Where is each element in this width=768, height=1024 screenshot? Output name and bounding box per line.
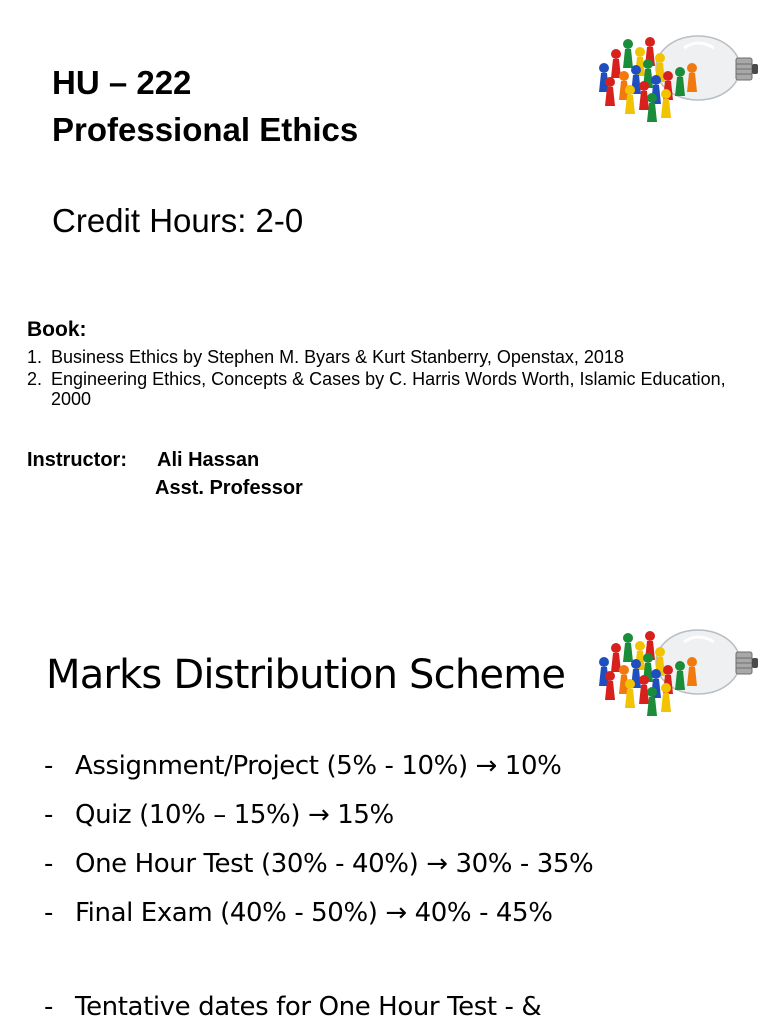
list-item-text: Tentative dates for One Hour Test - & bbox=[75, 992, 542, 1022]
list-item bbox=[44, 742, 593, 791]
credit-hours: Credit Hours: 2-0 bbox=[52, 202, 304, 239]
book-item-text: Business Ethics by Stephen M. Byars & Kurt Stanberry, Openstax, 2018 bbox=[51, 347, 624, 367]
list-item-text: One Hour Test (30% - 40%) → 30% - 35% bbox=[75, 849, 594, 879]
slide-title: Marks Distribution Scheme bbox=[46, 652, 566, 698]
list-item bbox=[44, 840, 593, 889]
book-item-text: Engineering Ethics, Concepts & Cases by C. Harris Words Worth, Islamic Education, 2000 bbox=[51, 369, 726, 409]
list-item bbox=[44, 983, 593, 1024]
bullet-dash: - bbox=[44, 751, 53, 781]
marks-list bbox=[44, 742, 593, 1024]
pawns-and-lightbulb-icon bbox=[588, 18, 768, 128]
instructor-label: Instructor: bbox=[27, 449, 127, 471]
book-item-number: 1. bbox=[27, 347, 43, 367]
list-item-text: Quiz (10% – 15%) → 15% bbox=[75, 800, 394, 830]
pawns-and-lightbulb-icon bbox=[588, 612, 768, 722]
book-heading: Book: bbox=[27, 318, 87, 341]
bullet-dash: - bbox=[44, 800, 53, 830]
bullet-dash: - bbox=[44, 992, 53, 1022]
bullet-dash: - bbox=[44, 898, 53, 928]
list-item bbox=[44, 889, 593, 938]
list-item-text: Final Exam (40% - 50%) → 40% - 45% bbox=[75, 898, 553, 928]
book-list bbox=[27, 347, 757, 411]
marks-distribution-slide bbox=[0, 512, 768, 1024]
course-code: HU – 222 bbox=[52, 64, 192, 101]
list-item-text: Assignment/Project (5% - 10%) → 10% bbox=[75, 751, 562, 781]
bullet-dash: - bbox=[44, 849, 53, 879]
book-item bbox=[27, 347, 757, 367]
list-item bbox=[44, 791, 593, 840]
book-item-number: 2. bbox=[27, 369, 43, 389]
course-name: Professional Ethics bbox=[52, 111, 359, 148]
instructor-name: Ali Hassan bbox=[157, 449, 260, 471]
instructor-title: Asst. Professor bbox=[155, 477, 303, 499]
book-item bbox=[27, 369, 757, 409]
